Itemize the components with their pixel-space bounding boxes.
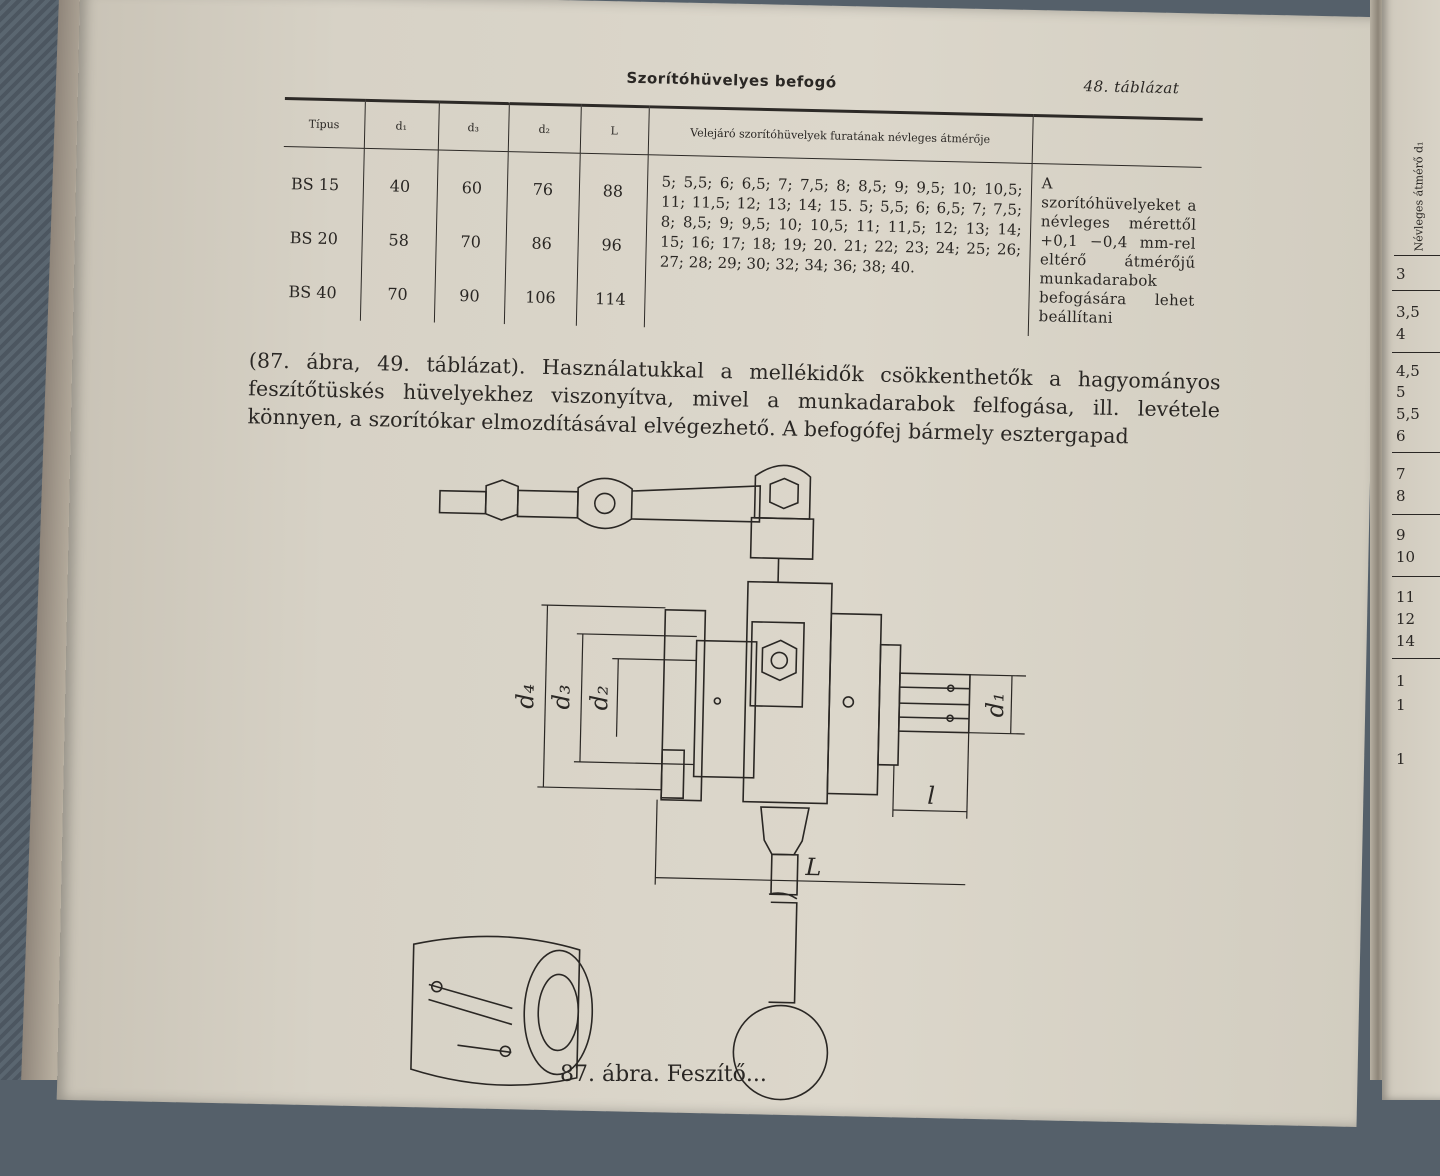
side-value: 1 [1396,672,1406,690]
header-blank [1032,116,1203,168]
side-value: 10 [1396,548,1416,566]
row-d3: 90 [459,286,480,306]
side-value: 4,5 [1396,362,1420,380]
table-number: 48. táblázat [1083,77,1180,98]
row-d3: 60 [461,178,483,198]
body-paragraph: (87. ábra, 49. táblázat). Használatukkal a mellékidők csökkenthetők a hagyományos feszítőtüskés hüvelyekhez viszonyítva, mivel a munkadarabok felfogása, ill. levétele könnyen, a szorítókar elmozdításával elvégezhető. A befogófej bármely esztergapad [247,348,1221,449]
header-d1: d₁ [364,100,439,150]
row-type: BS 40 [288,282,337,303]
header-bore: Velejáró szorítóhüvelyek furatának névleges átmérője [648,107,1033,164]
row-type: BS 15 [290,174,340,195]
label-d3: d₃ [547,684,576,710]
header-type: Típus [284,99,365,149]
row-d2: 106 [524,287,556,308]
d1-cell [360,148,438,322]
table-title: Szorítóhüvelyes befogó [626,68,837,92]
row-type: BS 20 [289,228,339,249]
side-value: 6 [1396,427,1406,445]
label-L: L [805,853,822,882]
side-value: 4 [1396,325,1406,343]
table-body-row [280,147,1202,340]
dimension-lines [535,605,1027,893]
side-value: 3,5 [1396,303,1420,321]
tolerance-note: A szorítóhüvelyeket a névleges mérettől +0,1 −0,4 mm-rel eltérő átmérőjű munkadarabok befogására lehet beállítani [1038,174,1197,327]
side-value: 1 [1396,750,1406,768]
header-d2: d₂ [508,104,581,154]
side-value: 1 [1396,696,1406,714]
row-L: 114 [594,289,626,309]
row-d2: 86 [531,233,553,254]
side-value: 11 [1396,588,1416,606]
row-d1: 58 [388,230,410,250]
side-value: 9 [1396,526,1406,544]
label-d2: d₂ [585,685,614,711]
side-rule [1392,576,1440,577]
header-d3: d₃ [438,102,509,152]
row-d1: 70 [387,284,408,304]
side-table-header [1394,141,1440,256]
label-d4: d₄ [511,683,540,709]
side-rule [1392,290,1440,291]
side-rule [1392,658,1440,659]
side-header-text: Névleges átmérő d₁ [1412,141,1426,252]
header-L: L [580,105,649,155]
type-cell [280,147,364,321]
label-d1: d₁ [981,692,1010,718]
chuck-body [661,516,973,807]
bore-sizes: 5; 5,5; 6; 6,5; 7; 7,5; 8; 8,5; 9; 9,5; 10; 10,5; 11; 11,5; 12; 13; 14; 15. 5; 5,5; 6; 6,5; 7; 7,5; 8; 8,5; 9; 9,5; 10; 10,5; 11; 11,5; 12; 13; 14; 15; 16; 17; 18; 19; 20. 21; 22; 23; 24; 25; 26; 27; 28; 29; 30; 32; 34; 36; 38; 40. [644,155,1032,336]
side-value: 5,5 [1396,405,1420,423]
handle [732,807,833,1101]
side-rule [1392,514,1440,515]
d3-cell [434,150,508,324]
side-rule [1392,352,1440,353]
clamp-drawing [385,454,1381,1176]
L-cell [576,153,648,327]
side-value: 3 [1396,265,1406,283]
side-value: 8 [1396,487,1406,505]
d2-cell [504,152,580,326]
side-value: 7 [1396,465,1406,483]
row-L: 88 [602,181,624,201]
side-value: 12 [1396,610,1416,628]
side-value: 5 [1396,383,1406,401]
row-L: 96 [601,235,623,255]
lever-arm [439,458,810,533]
side-value: 14 [1396,632,1416,650]
row-d1: 40 [389,176,411,196]
figure-caption: 87. ábra. Feszítő... [560,1062,767,1087]
row-d3: 70 [460,232,482,252]
spec-table [280,97,1203,340]
row-d2: 76 [532,179,554,200]
side-rule [1392,452,1440,453]
label-l: l [926,781,936,810]
